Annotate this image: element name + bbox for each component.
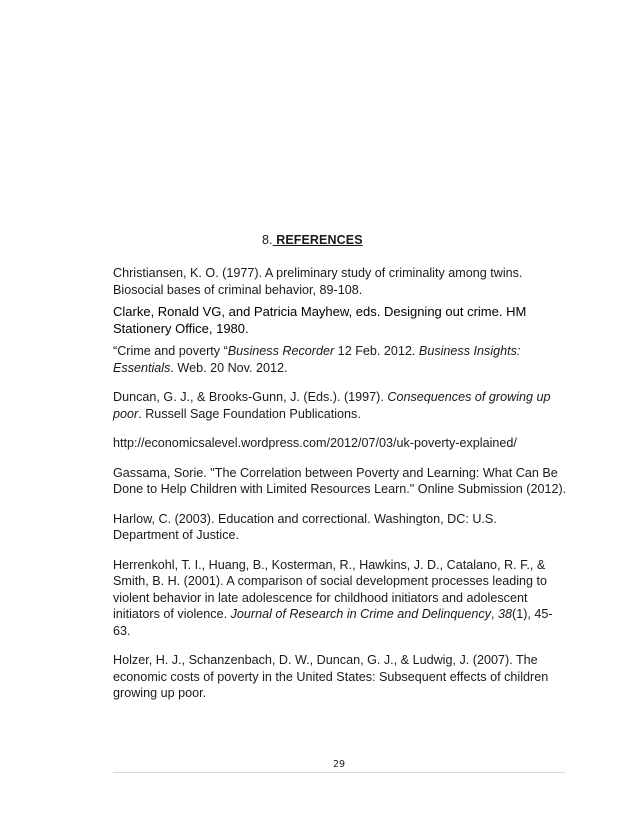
- reference-line: Biosocial bases of criminal behavior, 89-108.: [113, 282, 363, 297]
- reference-line: violent behavior in late adolescence for childhood initiators and adolescent: [113, 590, 528, 605]
- reference-list: [113, 265, 568, 715]
- reference-item: [113, 511, 568, 544]
- page-number: 29: [332, 759, 346, 770]
- reference-item: [113, 304, 568, 337]
- reference-line: Harlow, C. (2003). Education and correctional. Washington, DC: U.S.: [113, 511, 497, 526]
- reference-text: 12 Feb. 2012.: [334, 344, 419, 358]
- reference-url: http://economicsalevel.wordpress.com/2012/07/03/uk-poverty-explained/: [113, 436, 517, 450]
- footer-divider: [113, 772, 565, 773]
- reference-line: Done to Help Children with Limited Resources Learn." Online Submission (2012).: [113, 482, 567, 496]
- reference-source-title: Essentials: [113, 360, 171, 375]
- reference-line: Herrenkohl, T. I., Huang, B., Kosterman, R., Hawkins, J. D., Catalano, R. F., &: [113, 557, 546, 572]
- reference-source-title: poor: [113, 406, 139, 421]
- reference-item: [113, 265, 568, 298]
- reference-line: growing up poor.: [113, 686, 207, 700]
- section-title: REFERENCES: [272, 233, 363, 247]
- reference-line: Smith, B. H. (2001). A comparison of social development processes leading to: [113, 574, 548, 588]
- reference-item: [113, 343, 568, 376]
- reference-text: initiators of violence.: [113, 607, 231, 621]
- reference-line: economic costs of poverty in the United States: Subsequent effects of children: [113, 669, 549, 684]
- reference-text: . Web. 20 Nov. 2012.: [170, 360, 288, 375]
- reference-item: [113, 389, 568, 422]
- reference-item: [113, 557, 568, 640]
- reference-source-title: Business Insights:: [418, 344, 521, 358]
- section-heading: [262, 233, 363, 247]
- reference-volume: 38: [498, 607, 513, 621]
- reference-line: Gassama, Sorie. "The Correlation between Poverty and Learning: What Can Be: [113, 465, 558, 480]
- reference-line: Stationery Office, 1980.: [113, 320, 249, 336]
- reference-line: Christiansen, K. O. (1977). A preliminary study of criminality among twins.: [113, 266, 523, 280]
- reference-source-title: Business Recorder: [227, 344, 335, 358]
- reference-line: Clarke, Ronald VG, and Patricia Mayhew, eds. Designing out crime. HM: [113, 304, 527, 319]
- reference-source-title: Consequences of growing up: [387, 390, 551, 404]
- reference-line: 63.: [113, 623, 131, 638]
- reference-line: Holzer, H. J., Schanzenbach, D. W., Duncan, G. J., & Ludwig, J. (2007). The: [113, 653, 538, 667]
- reference-text: ,: [491, 607, 499, 621]
- reference-item: [113, 435, 568, 452]
- reference-text: . Russell Sage Foundation Publications.: [138, 406, 361, 421]
- reference-text: “Crime and poverty “: [113, 344, 228, 358]
- reference-item: [113, 465, 568, 498]
- section-number: 8.: [262, 233, 273, 247]
- reference-source-title: Journal of Research in Crime and Delinquency: [230, 607, 492, 621]
- reference-item: [113, 652, 568, 702]
- reference-text: Duncan, G. J., & Brooks-Gunn, J. (Eds.). (1997).: [113, 390, 388, 404]
- reference-line: Department of Justice.: [113, 528, 239, 542]
- reference-text: (1), 45-: [512, 607, 553, 621]
